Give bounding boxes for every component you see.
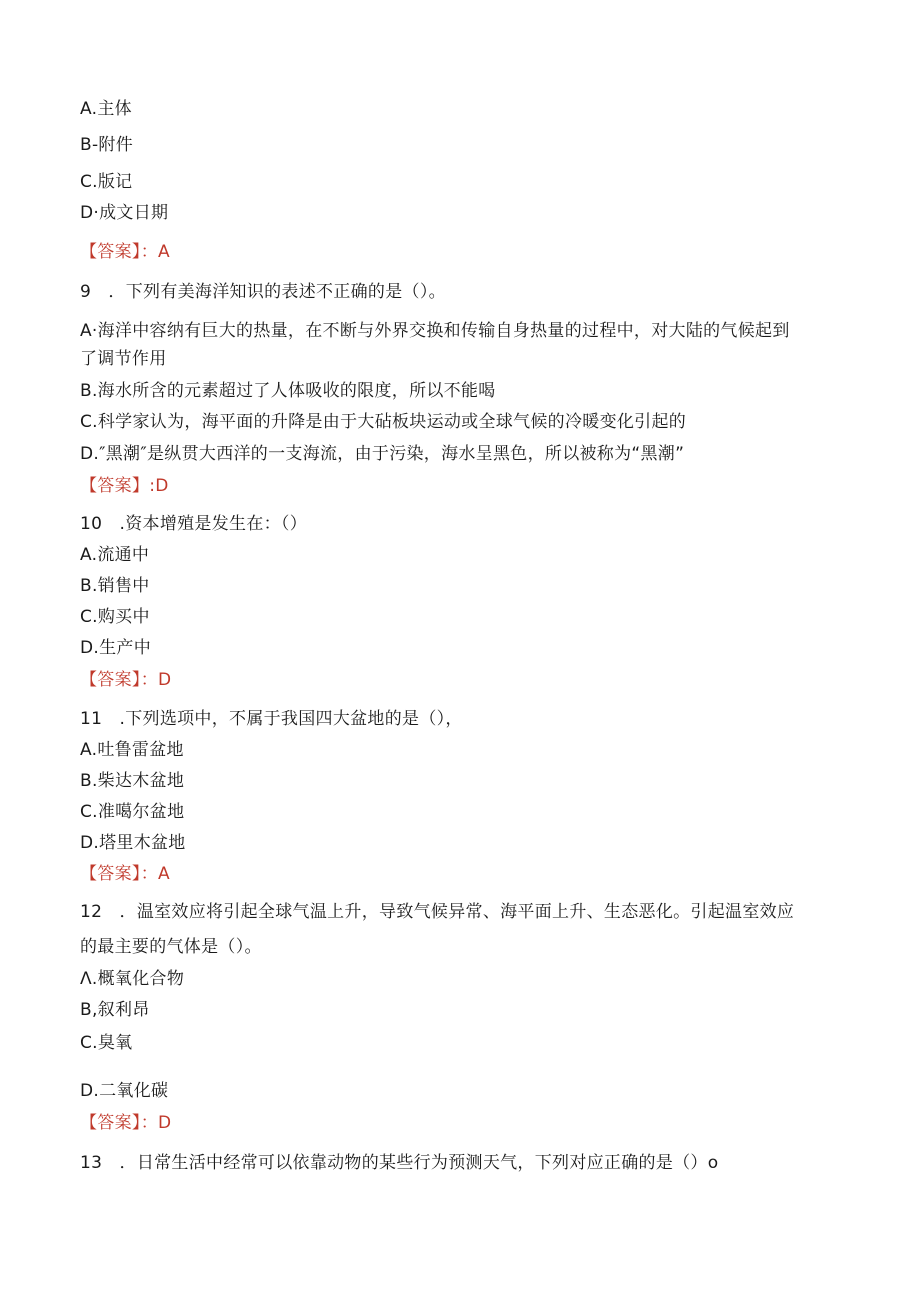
answer-label: 【答案】：D (80, 670, 172, 690)
option-b: B.海水所含的元素超过了人体吸收的限度，所以不能喝 (80, 381, 496, 401)
question-stem: 13 ．日常生活中经常可以依靠动物的某些行为预测天气，下列对应正确的是（）o (80, 1153, 719, 1173)
option-b: B,叙利昂 (80, 1000, 150, 1020)
option-d: D.二氧化碳 (80, 1081, 169, 1101)
option-a: A.吐鲁雷盆地 (80, 740, 184, 760)
question-stem: 9 ．下列有美海洋知识的表述不正确的是（）。 (80, 282, 446, 302)
question-stem: 10 .资本增殖是发生在：（） (80, 514, 308, 534)
option-c: C.科学家认为，海平面的升降是由于大砧板块运动或全球气候的冷暖变化引起的 (80, 412, 687, 432)
option-a: Λ.概氧化合物 (80, 969, 185, 989)
option-a: A.流通中 (80, 545, 150, 565)
option-c: C.购买中 (80, 607, 150, 627)
question-stem: 11 .下列选项中，不属于我国四大盆地的是（）， (80, 709, 463, 729)
option-b: B.销售中 (80, 576, 150, 596)
option-c: C.准噶尔盆地 (80, 802, 185, 822)
question-stem: 12 ．温室效应将引起全球气温上升，导致气候异常、海平面上升、生态恶化。引起温室效应 (80, 902, 795, 922)
answer-label: 【答案】:D (80, 476, 169, 496)
option-d: D.生产中 (80, 638, 151, 658)
answer-label: 【答案】：D (80, 1113, 172, 1133)
answer-label: 【答案】：A (80, 864, 170, 884)
option-d: D.″黑潮″是纵贯大西洋的一支海流，由于污染，海水呈黑色，所以被称为“黑潮” (80, 444, 685, 464)
option-a: A·海洋中容纳有巨大的热量，在不断与外界交换和传输自身热量的过程中，对大陆的气候起到 (80, 321, 790, 341)
question-stem-continued: 的最主要的气体是（）。 (80, 937, 262, 957)
option-c: C.版记 (80, 172, 133, 192)
option-d: D·成文日期 (80, 203, 169, 223)
option-b: B.柴达木盆地 (80, 771, 185, 791)
answer-label: 【答案】：A (80, 242, 170, 262)
option-c: C.臭氧 (80, 1033, 133, 1053)
option-d: D.塔里木盆地 (80, 833, 186, 853)
option-a-continued: 了调节作用 (80, 349, 167, 369)
option-a: A.主体 (80, 99, 132, 119)
option-b: B-附件 (80, 135, 133, 155)
